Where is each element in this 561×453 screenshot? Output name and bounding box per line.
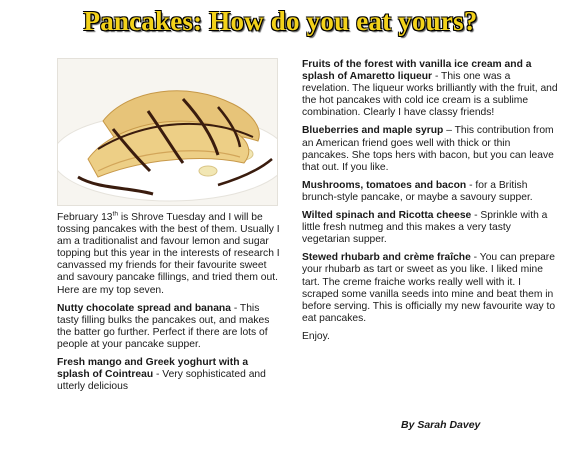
filling-item: Nutty chocolate spread and banana - This tasty filling bulks the pancakes out, and makes the batter go further. Perfect if there are lots of people at your pancake supper. xyxy=(57,302,270,350)
filling-item: Wilted spinach and Ricotta cheese - Sprinkle with a little fresh nutmeg and this makes a very tasty vegetarian supper. xyxy=(302,210,548,246)
closing-text: Enjoy. xyxy=(302,330,330,342)
filling-item: Blueberries and maple syrup – This contribution from an American friend goes well with thick or thin pancakes. She tops hers with bacon, but you can leave that out. If you like. xyxy=(302,125,554,173)
author-byline: By Sarah Davey xyxy=(401,419,481,431)
intro-paragraph: February 13th is Shrove Tuesday and I will be tossing pancakes with the best of them. Usually I am a traditionalist and favour lemon and sugar topping but this year in the interests of research I canvassed my friends for their favourite sweet and savoury pancake fillings, and tried them out. Here are my top seven. xyxy=(57,210,280,296)
left-column xyxy=(57,212,283,399)
filling-item: Fresh mango and Greek yoghurt with a splash of Cointreau - Very sophisticated and utterly delicious xyxy=(57,357,266,393)
pancake-photo xyxy=(57,58,278,206)
page-title: Pancakes: How do you eat yours? xyxy=(83,6,478,36)
filling-item: Fruits of the forest with vanilla ice cream and a splash of Amaretto liqueur - This one was a revelation. The liqueur works brilliantly with the fruit, and the hot pancakes with cold ice cream is a sublime combination. Clearly I have classy friends! xyxy=(302,59,558,119)
right-column xyxy=(302,59,560,349)
filling-item: Mushrooms, tomatoes and bacon - for a British brunch-style pancake, or maybe a savoury supper. xyxy=(302,179,533,203)
filling-item: Stewed rhubarb and crème fraîche - You can prepare your rhubarb as tart or sweet as you like. I liked mine tart. The creme fraiche works really well with it. I scraped some vanilla seeds into mine and beat them in before serving. This is officially my new favourite way to eat pancakes. xyxy=(302,252,556,324)
